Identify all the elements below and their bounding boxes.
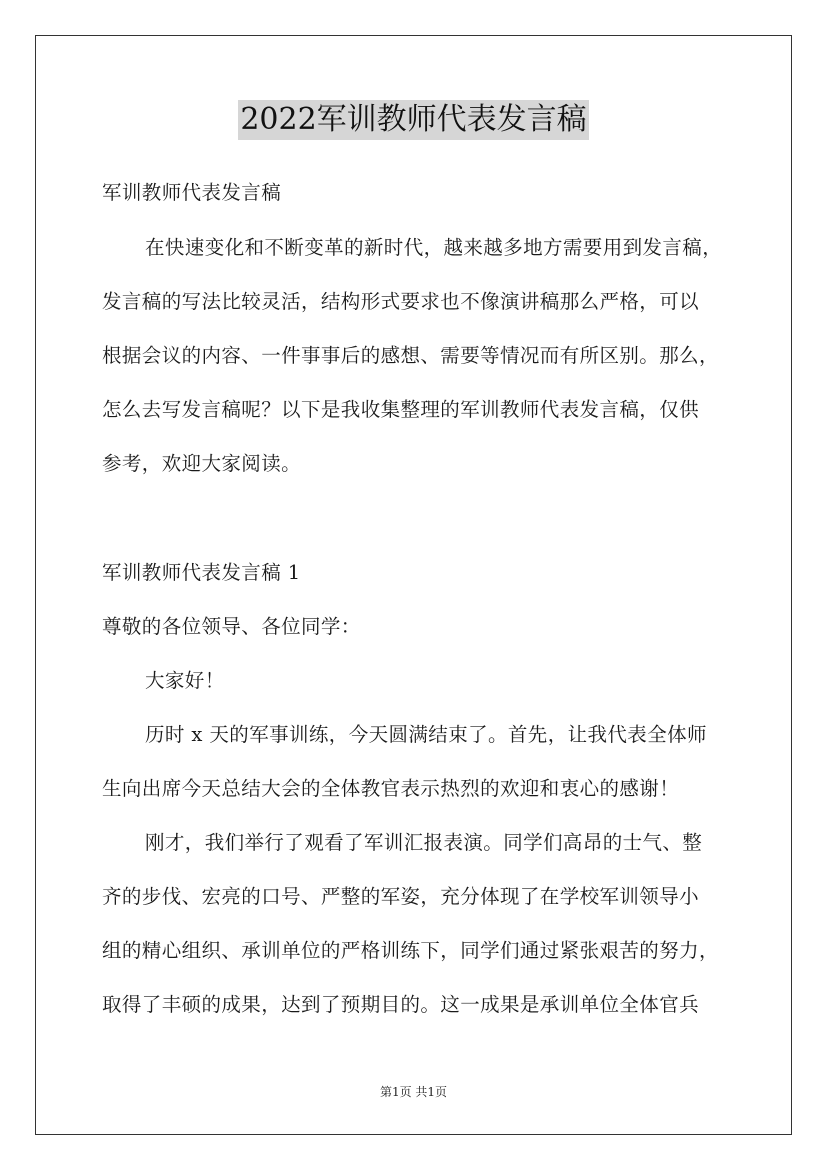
title-container [0,100,827,140]
body-line: 历时 x 天的军事训练，今天圆满结束了。首先，让我代表全体师 [145,723,707,746]
body-line: 组的精心组织、承训单位的严格训练下，同学们通过紧张艰苦的努力， [102,939,719,962]
intro-line: 怎么去写发言稿呢？以下是我收集整理的军训教师代表发言稿，仅供 [102,398,700,421]
body-line: 生向出席今天总结大会的全体教官表示热烈的欢迎和衷心的感谢！ [102,777,680,800]
document-subtitle: 军训教师代表发言稿 [102,181,282,204]
salutation: 尊敬的各位领导、各位同学： [102,615,361,638]
document-title: 2022军训教师代表发言稿 [238,100,588,140]
intro-line: 根据会议的内容、一件事事后的感想、需要等情况而有所区别。那么， [102,344,719,367]
intro-line: 发言稿的写法比较灵活，结构形式要求也不像演讲稿那么严格，可以 [102,290,700,313]
section-title: 军训教师代表发言稿 1 [102,561,301,584]
body-line: 刚才，我们举行了观看了军训汇报表演。同学们高昂的士气、整 [145,831,703,854]
body-line: 取得了丰硕的成果，达到了预期目的。这一成果是承训单位全体官兵 [102,993,700,1016]
intro-line: 在快速变化和不断变革的新时代，越来越多地方需要用到发言稿， [145,236,723,259]
greeting: 大家好！ [145,669,225,692]
page-footer [0,1084,827,1100]
intro-line: 参考，欢迎大家阅读。 [102,452,302,475]
page-number: 第1页 共1页 [379,1085,448,1099]
body-line: 齐的步伐、宏亮的口号、严整的军姿，充分体现了在学校军训领导小 [102,885,700,908]
